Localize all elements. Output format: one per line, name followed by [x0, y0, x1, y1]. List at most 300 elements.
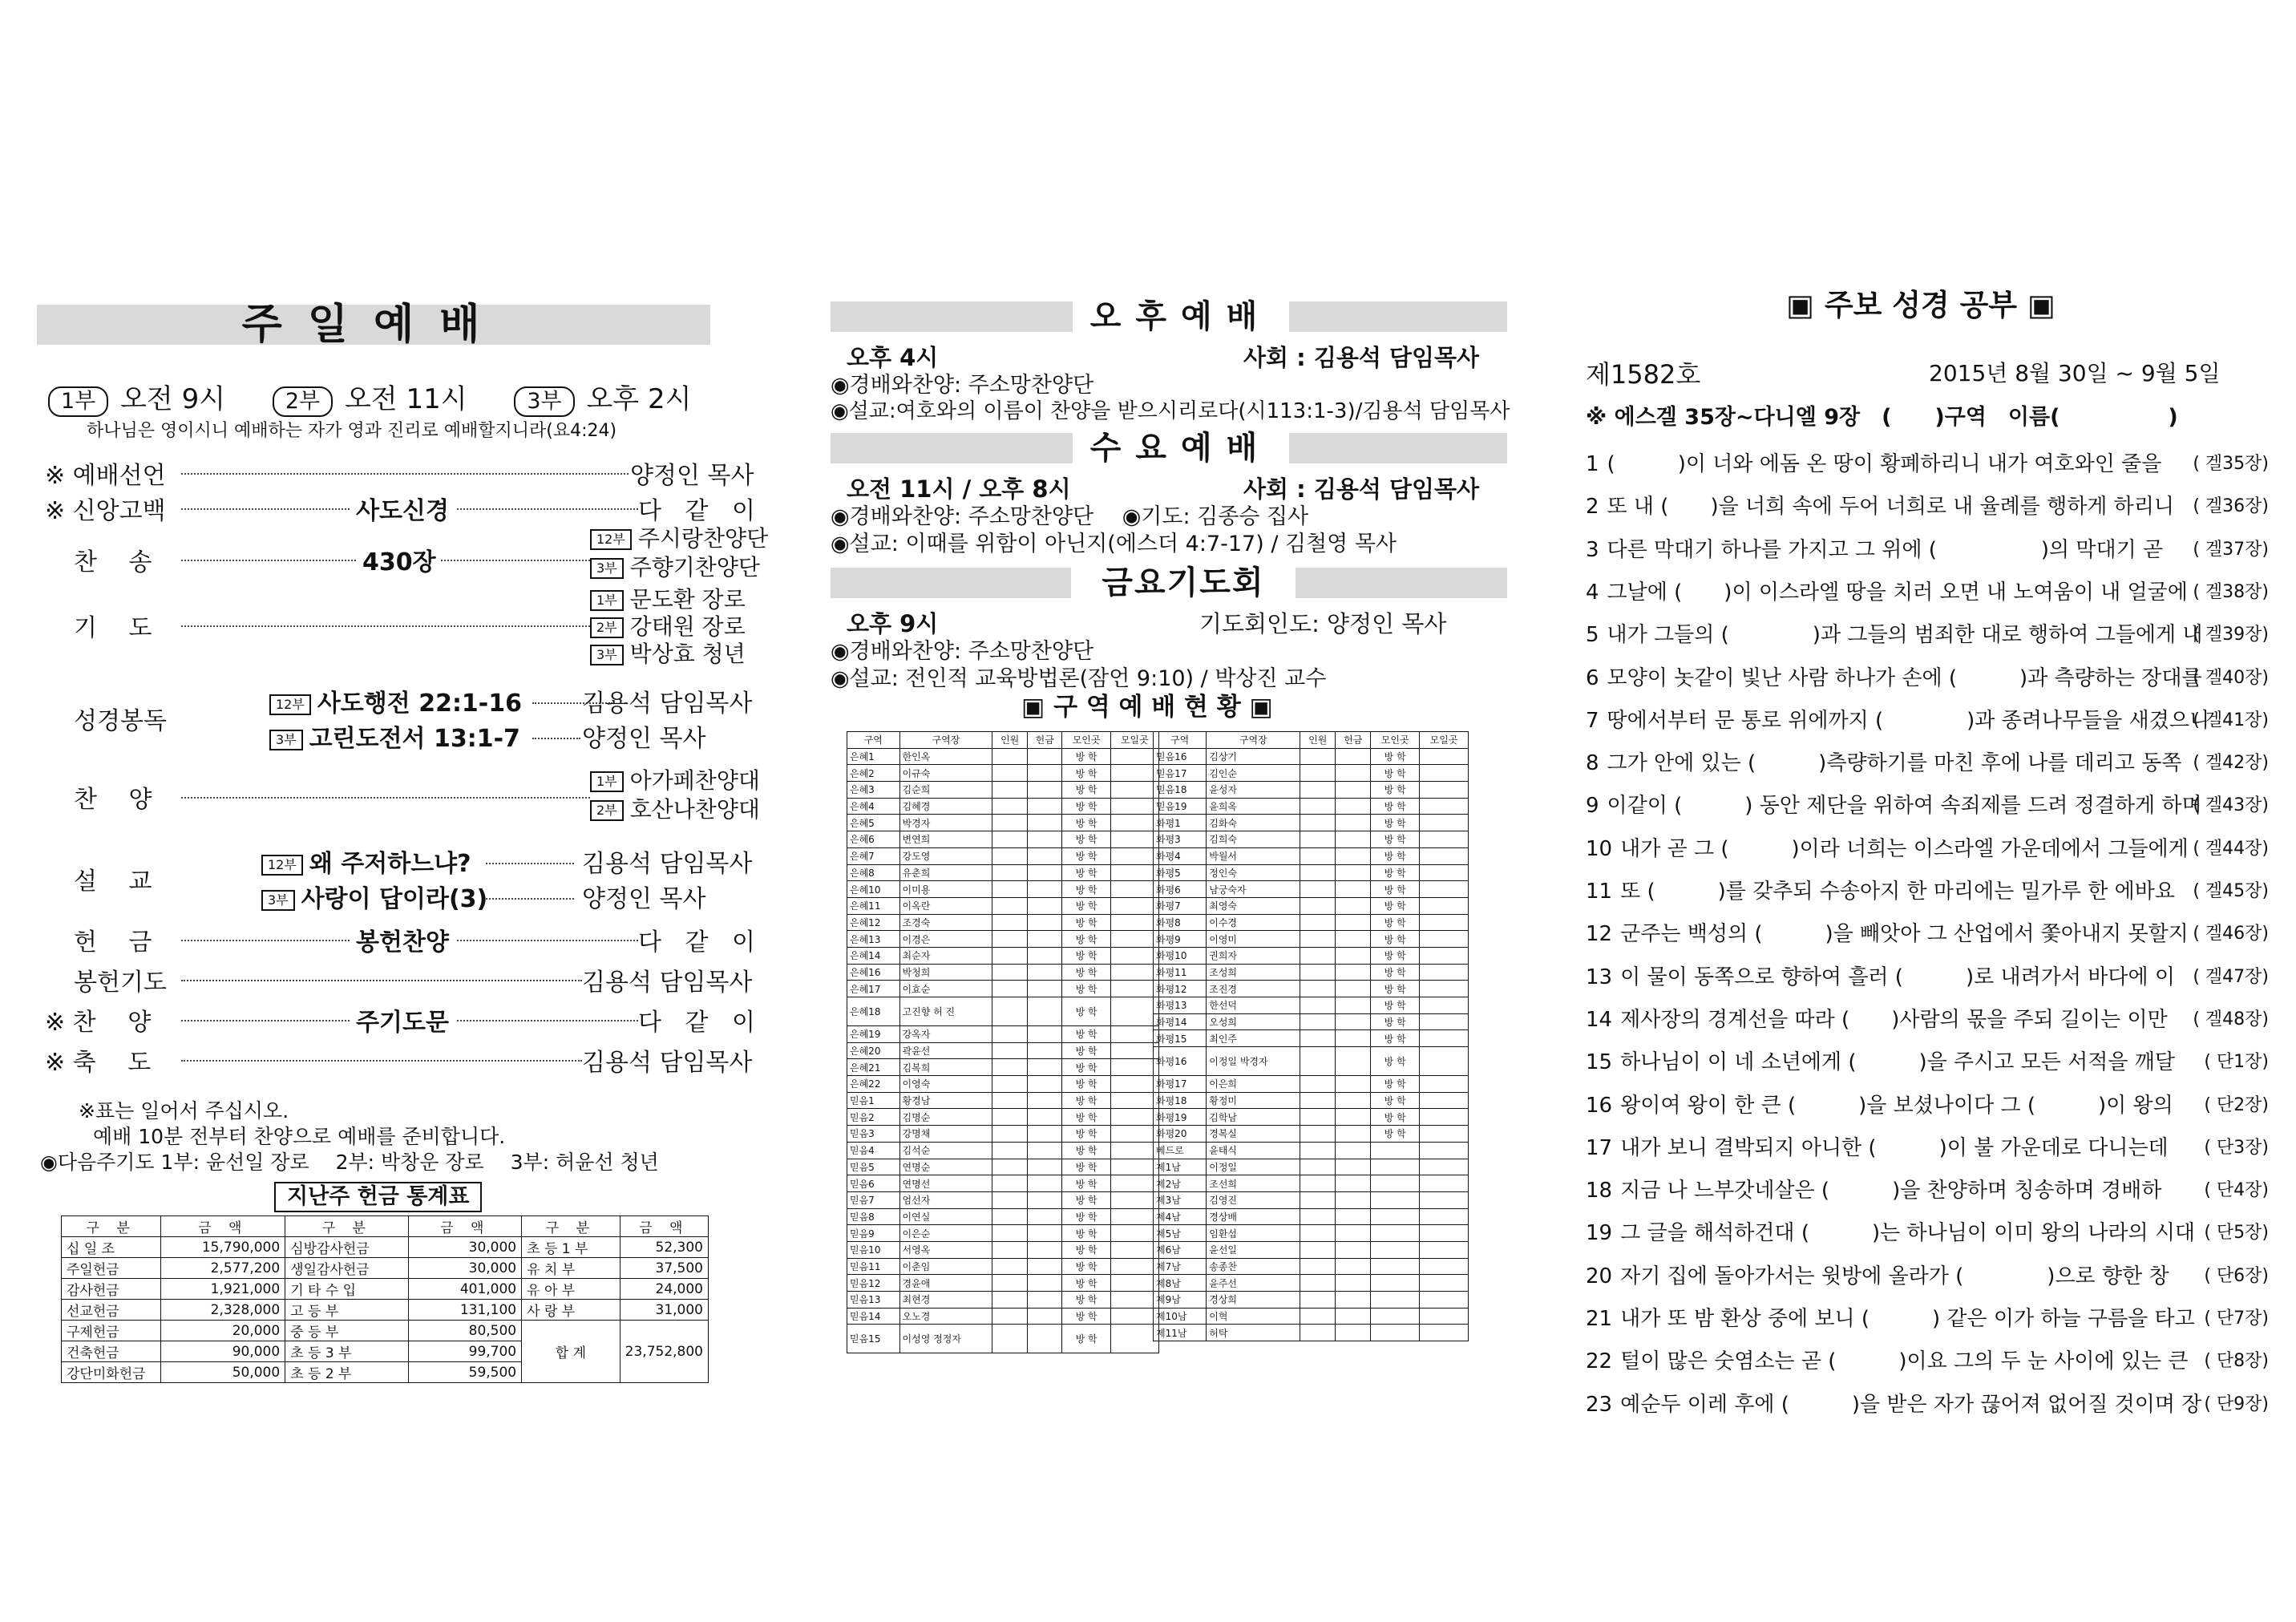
- district-cell: [1027, 1142, 1062, 1159]
- district-cell: 황정미: [1207, 1092, 1300, 1109]
- wednesday-leader: 사회 : 김용석 담임목사: [1243, 475, 1480, 503]
- study-item-number: 11: [1586, 880, 1613, 904]
- district-cell: [1336, 914, 1371, 931]
- district-cell: [1110, 765, 1158, 782]
- study-item-text: 털이 많은 숫염소는 곧 ( )이요 그의 두 눈 사이에 있는 큰: [1620, 1349, 2189, 1374]
- district-cell: [1110, 981, 1158, 997]
- district-cell: 제10남: [1154, 1308, 1207, 1325]
- district-cell: [1300, 1241, 1336, 1258]
- district-cell: 최현경: [899, 1292, 992, 1309]
- district-cell: [1300, 1308, 1336, 1325]
- district-row: [1154, 1047, 1469, 1076]
- district-cell: 은혜11: [847, 897, 900, 914]
- district-cell: 은혜2: [847, 765, 900, 782]
- study-item: [1586, 1216, 2269, 1246]
- stats-header: 구 분: [522, 1216, 620, 1237]
- district-row: [847, 798, 1159, 815]
- district-cell: [992, 765, 1028, 782]
- district-cell: 방 학: [1062, 1308, 1110, 1325]
- district-cell: 허탁: [1207, 1325, 1300, 1341]
- district-cell: [1110, 1292, 1158, 1309]
- district-cell: 은혜20: [847, 1042, 900, 1059]
- district-row: [1154, 1142, 1469, 1159]
- district-row: [847, 1092, 1159, 1109]
- stats-row: 건축헌금 90,000 초 등 3 부 99,700: [62, 1341, 709, 1362]
- district-cell: [1336, 897, 1371, 914]
- district-cell: 방 학: [1062, 1275, 1110, 1292]
- district-cell: [1420, 1191, 1469, 1208]
- study-item-text: 땅에서부터 문 통로 위에까지 ( )과 종려나무들을 새겼으니: [1607, 708, 2210, 733]
- district-cell: [1420, 1030, 1469, 1047]
- district-cell: [1110, 947, 1158, 964]
- district-cell: 김혜경: [899, 798, 992, 815]
- district-cell: 방 학: [1062, 765, 1110, 782]
- district-cell: 방 학: [1062, 1076, 1110, 1093]
- district-cell: 한선덕: [1207, 997, 1300, 1014]
- district-cell: 방 학: [1062, 1092, 1110, 1109]
- district-cell: 화평6: [1154, 881, 1207, 898]
- hymn-choir-1: 12부 주시랑찬양단: [590, 521, 768, 553]
- district-cell: [992, 1142, 1028, 1159]
- district-row: [847, 1275, 1159, 1292]
- district-cell: [1027, 1076, 1062, 1093]
- stats-header: 금 액: [620, 1216, 708, 1237]
- district-cell: 믿음15: [847, 1325, 900, 1353]
- afternoon-title-bar: [831, 298, 1507, 335]
- district-cell: 믿음10: [847, 1241, 900, 1258]
- district-cell: [1371, 1308, 1420, 1325]
- district-cell: 방 학: [1062, 1241, 1110, 1258]
- district-cell: [992, 748, 1028, 765]
- sermon-label: 설 교: [74, 868, 152, 896]
- district-cell: 화평19: [1154, 1109, 1207, 1126]
- district-cell: [1336, 1292, 1371, 1309]
- district-cell: [1110, 1109, 1158, 1126]
- district-cell: [1027, 1042, 1062, 1059]
- district-row: [1154, 1275, 1469, 1292]
- district-cell: 믿음14: [847, 1308, 900, 1325]
- study-item-ref: ( 겔44장): [2193, 838, 2269, 859]
- district-cell: 은혜18: [847, 997, 900, 1026]
- district-cell: [1300, 1325, 1336, 1341]
- district-cell: [1371, 1325, 1420, 1341]
- district-cell: 한인옥: [899, 748, 992, 765]
- district-row: [1154, 815, 1469, 831]
- district-cell: [1420, 1292, 1469, 1309]
- study-item-ref: ( 단7장): [2204, 1309, 2269, 1329]
- district-cell: 은혜16: [847, 964, 900, 981]
- district-cell: 방 학: [1062, 881, 1110, 898]
- district-cell: [992, 947, 1028, 964]
- district-row: [1154, 931, 1469, 948]
- district-cell: 방 학: [1062, 1208, 1110, 1225]
- district-cell: 박경자: [899, 815, 992, 831]
- district-cell: [1110, 997, 1158, 1026]
- study-item-text: 하나님이 이 네 소년에게 ( )을 주시고 모든 서적을 깨달: [1620, 1050, 2175, 1075]
- district-cell: 조경숙: [899, 914, 992, 931]
- district-cell: 최순자: [899, 947, 992, 964]
- blessing-label: ※ 축 도: [45, 1049, 152, 1077]
- district-row: [847, 1258, 1159, 1275]
- district-cell: 이정일 박경자: [1207, 1047, 1300, 1076]
- district-cell: [1110, 1042, 1158, 1059]
- district-cell: [1300, 1191, 1336, 1208]
- stats-row: 주일헌금 2,577,200 생일감사헌금 30,000 유 치 부 37,500: [62, 1258, 709, 1279]
- study-item: [1586, 917, 2269, 947]
- district-row: [847, 765, 1159, 782]
- district-row: [1154, 1013, 1469, 1030]
- district-cell: [1300, 1208, 1336, 1225]
- district-cell: 방 학: [1062, 1175, 1110, 1192]
- district-cell: 이성영 정정자: [899, 1325, 992, 1353]
- stats-row: 십 일 조 15,790,000 심방감사헌금 30,000 초 등 1 부 52,300: [62, 1237, 709, 1258]
- district-cell: 믿음8: [847, 1208, 900, 1225]
- study-range: ※ 에스겔 35장~다니엘 9장 ( )구역 이름( ): [1586, 405, 2178, 430]
- district-cell: [1371, 1175, 1420, 1192]
- district-cell: 이경은: [899, 931, 992, 948]
- district-header: 구역장: [899, 732, 992, 749]
- district-cell: [1110, 1159, 1158, 1175]
- district-cell: [1420, 1109, 1469, 1126]
- study-item-text: 그가 안에 있는 ( )측량하기를 마친 후에 나를 데리고 동쪽: [1607, 751, 2182, 776]
- stats-header: 금 액: [409, 1216, 522, 1237]
- study-item-text: 이 물이 동쪽으로 향하여 흘러 ( )로 내려가서 바다에 이: [1620, 965, 2175, 989]
- district-row: [1154, 1191, 1469, 1208]
- district-cell: 정인숙: [1207, 864, 1300, 881]
- district-cell: [1300, 1258, 1336, 1275]
- district-cell: [1110, 864, 1158, 881]
- district-cell: 방 학: [1062, 1258, 1110, 1275]
- reading-label: 성경봉독: [74, 707, 167, 735]
- district-cell: [1420, 881, 1469, 898]
- district-cell: 방 학: [1371, 765, 1420, 782]
- study-item-ref: ( 단5장): [2204, 1223, 2269, 1244]
- note-stand: ※표는 일어서 주십시오.: [79, 1099, 289, 1122]
- district-cell: 방 학: [1062, 1042, 1110, 1059]
- district-title: ▣ 구 역 예 배 현 황 ▣: [1021, 693, 1273, 722]
- district-cell: [1420, 831, 1469, 848]
- district-cell: [1371, 1159, 1420, 1175]
- district-header: 인원: [1300, 732, 1336, 749]
- district-cell: 방 학: [1062, 847, 1110, 864]
- blessing-leader: 김용석 담임목사: [582, 1049, 753, 1077]
- study-item-number: 19: [1586, 1221, 1613, 1246]
- creed-title: 사도신경: [350, 491, 455, 526]
- praise-label: ※ 찬 양: [45, 1009, 152, 1037]
- district-cell: [992, 782, 1028, 799]
- district-cell: 은혜10: [847, 881, 900, 898]
- district-cell: [1110, 1258, 1158, 1275]
- district-cell: [1336, 1047, 1371, 1076]
- district-cell: 이영미: [1207, 931, 1300, 948]
- district-cell: 믿음13: [847, 1292, 900, 1309]
- district-cell: [1300, 1109, 1336, 1126]
- district-row: [847, 1175, 1159, 1192]
- district-row: [1154, 748, 1469, 765]
- prayer-2: 2부 강태원 장로: [590, 609, 746, 641]
- district-row: [847, 981, 1159, 997]
- district-cell: 이효순: [899, 981, 992, 997]
- district-cell: [1300, 1076, 1336, 1093]
- district-cell: [1420, 1308, 1469, 1325]
- district-cell: 방 학: [1062, 1292, 1110, 1309]
- district-cell: [1420, 931, 1469, 948]
- hymn-number: 430장: [358, 542, 441, 577]
- wednesday-time: 오전 11시 / 오후 8시: [847, 475, 1071, 503]
- district-cell: [1027, 798, 1062, 815]
- district-cell: [1110, 1208, 1158, 1225]
- district-cell: [1300, 981, 1336, 997]
- district-row: [847, 748, 1159, 765]
- district-cell: 이연실: [899, 1208, 992, 1225]
- district-cell: 유춘희: [899, 864, 992, 881]
- district-cell: 은혜4: [847, 798, 900, 815]
- district-cell: [1300, 1175, 1336, 1192]
- district-cell: [1420, 947, 1469, 964]
- district-cell: 방 학: [1371, 914, 1420, 931]
- district-cell: 방 학: [1371, 1126, 1420, 1143]
- study-item-text: 왕이여 왕이 한 큰 ( )을 보셨나이다 그 ( )이 왕의: [1620, 1093, 2173, 1118]
- district-cell: [1420, 864, 1469, 881]
- study-title: ▣ 주보 성경 공부 ▣: [1786, 288, 2055, 322]
- service-2-time: 오전 11시: [344, 383, 467, 415]
- district-cell: 서영옥: [899, 1241, 992, 1258]
- district-cell: 방 학: [1371, 748, 1420, 765]
- district-cell: 은혜5: [847, 815, 900, 831]
- district-row: [1154, 1225, 1469, 1242]
- friday-title-bar: [831, 564, 1507, 601]
- study-item-text: 모양이 놋같이 빛난 사람 하나가 손에 ( )과 측량하는 장대를: [1607, 665, 2202, 690]
- wednesday-line-2: ◉설교: 이때를 위함이 아닌지(에스더 4:7-17) / 김철영 목사: [831, 532, 1397, 556]
- wednesday-title: 수요예배: [1073, 431, 1289, 466]
- district-row: [1154, 897, 1469, 914]
- district-cell: 화평8: [1154, 914, 1207, 931]
- district-cell: 조진경: [1207, 981, 1300, 997]
- study-item-number: 10: [1586, 836, 1613, 861]
- stats-row: 강단미화헌금 50,000 초 등 2 부 59,500: [62, 1362, 709, 1383]
- district-cell: [1371, 1258, 1420, 1275]
- prayer-3: 3부 박상효 청년: [590, 637, 746, 669]
- prayer-1: 1부 문도환 장로: [590, 582, 746, 614]
- district-row: [847, 1076, 1159, 1093]
- study-item-number: 4: [1586, 580, 1599, 605]
- study-item-ref: ( 단6장): [2204, 1265, 2269, 1286]
- district-row: [847, 864, 1159, 881]
- district-cell: [1420, 1047, 1469, 1076]
- friday-leader: 기도회인도: 양정인 목사: [1199, 610, 1447, 637]
- district-cell: 방 학: [1371, 964, 1420, 981]
- district-row: [1154, 1159, 1469, 1175]
- study-item: [1586, 746, 2269, 776]
- district-cell: 이정일: [1207, 1159, 1300, 1175]
- district-cell: 경상희: [1207, 1292, 1300, 1309]
- district-cell: [1300, 997, 1336, 1014]
- district-cell: [1027, 931, 1062, 948]
- district-cell: [1027, 1059, 1062, 1076]
- district-header: 모일곳: [1420, 732, 1469, 749]
- district-cell: 믿음1: [847, 1092, 900, 1109]
- district-cell: 믿음16: [1154, 748, 1207, 765]
- district-row: [1154, 1126, 1469, 1143]
- district-cell: [992, 897, 1028, 914]
- district-cell: 방 학: [1371, 815, 1420, 831]
- study-item-ref: ( 단2장): [2204, 1094, 2269, 1115]
- study-item-number: 21: [1586, 1307, 1613, 1331]
- district-cell: 고진향 허 진: [899, 997, 992, 1026]
- district-cell: 방 학: [1371, 997, 1420, 1014]
- district-row: [847, 1292, 1159, 1309]
- study-item: [1586, 875, 2269, 904]
- district-cell: 이미용: [899, 881, 992, 898]
- district-cell: [992, 831, 1028, 848]
- district-cell: [1300, 1292, 1336, 1309]
- district-cell: [1110, 1275, 1158, 1292]
- study-item-text: 내가 또 밤 환상 중에 보니 ( ) 같은 이가 하늘 구름을 타고: [1620, 1307, 2195, 1331]
- district-cell: 이영숙: [899, 1076, 992, 1093]
- district-cell: [1371, 1208, 1420, 1225]
- district-cell: [992, 914, 1028, 931]
- district-row: [1154, 1109, 1469, 1126]
- district-cell: 송종찬: [1207, 1258, 1300, 1275]
- district-cell: [1027, 1325, 1062, 1353]
- district-cell: [1110, 897, 1158, 914]
- offering-stats-title: 지난주 헌금 통계표: [274, 1182, 482, 1212]
- study-item-ref: ( 겔36장): [2193, 496, 2269, 517]
- district-row: [847, 931, 1159, 948]
- district-cell: 화평17: [1154, 1076, 1207, 1093]
- study-item-number: 6: [1586, 665, 1599, 690]
- district-cell: [1110, 831, 1158, 848]
- study-item-text: 이같이 ( ) 동안 제단을 위하여 속죄제를 드려 정결하게 하며: [1607, 794, 2202, 819]
- reading-1-reader: 김용석 담임목사: [582, 690, 753, 718]
- friday-line-2: ◉설교: 전인적 교육방법론(잠언 9:10) / 박상진 교수: [831, 666, 1327, 691]
- district-cell: [1027, 1292, 1062, 1309]
- district-cell: 방 학: [1062, 864, 1110, 881]
- district-cell: 방 학: [1371, 947, 1420, 964]
- district-cell: 믿음3: [847, 1126, 900, 1143]
- district-cell: 김희숙: [1207, 831, 1300, 848]
- district-cell: [1110, 931, 1158, 948]
- study-item-ref: ( 겔41장): [2193, 710, 2269, 730]
- district-cell: [992, 881, 1028, 898]
- district-cell: 윤성자: [1207, 782, 1300, 799]
- district-cell: [1027, 782, 1062, 799]
- offering-prayer-label: 봉헌기도: [74, 969, 167, 997]
- district-cell: [1300, 864, 1336, 881]
- district-cell: 방 학: [1371, 881, 1420, 898]
- district-row: [1154, 914, 1469, 931]
- study-item-ref: ( 겔42장): [2193, 753, 2269, 774]
- district-cell: 오노경: [899, 1308, 992, 1325]
- district-cell: [992, 1241, 1028, 1258]
- stats-row: 구제헌금 20,000 중 등 부 80,500 합 계 23,752,800: [62, 1321, 709, 1341]
- district-cell: 믿음4: [847, 1142, 900, 1159]
- district-cell: 은혜22: [847, 1076, 900, 1093]
- district-cell: 방 학: [1371, 1013, 1420, 1030]
- study-item-number: 8: [1586, 751, 1599, 776]
- district-row: [847, 1241, 1159, 1258]
- district-cell: 화평20: [1154, 1126, 1207, 1143]
- study-item: [1586, 1388, 2269, 1418]
- district-cell: [1300, 1092, 1336, 1109]
- district-cell: 방 학: [1062, 1159, 1110, 1175]
- district-cell: [992, 1109, 1028, 1126]
- district-cell: [992, 1126, 1028, 1143]
- study-item-text: 내가 보니 결박되지 아니한 ( )이 불 가운데로 다니는데: [1620, 1135, 2169, 1160]
- district-cell: 방 학: [1062, 1142, 1110, 1159]
- district-cell: 경상배: [1207, 1208, 1300, 1225]
- district-cell: 경복실: [1207, 1126, 1300, 1143]
- district-cell: [1110, 798, 1158, 815]
- district-cell: [1300, 1030, 1336, 1047]
- district-cell: [1336, 1142, 1371, 1159]
- district-row: [847, 947, 1159, 964]
- district-cell: [1336, 981, 1371, 997]
- district-cell: 김순희: [899, 782, 992, 799]
- study-item-number: 3: [1586, 537, 1599, 562]
- district-cell: [1336, 1076, 1371, 1093]
- offering-prayer-leader: 김용석 담임목사: [582, 969, 753, 997]
- district-cell: [1420, 1092, 1469, 1109]
- district-cell: [1420, 914, 1469, 931]
- study-item-ref: ( 단8장): [2204, 1351, 2269, 1372]
- study-item-number: 14: [1586, 1007, 1613, 1032]
- district-cell: 믿음12: [847, 1275, 900, 1292]
- district-row: [847, 1026, 1159, 1043]
- district-cell: 방 학: [1062, 1109, 1110, 1126]
- district-cell: [1027, 864, 1062, 881]
- study-item: [1586, 1089, 2269, 1118]
- district-cell: [1027, 1191, 1062, 1208]
- note-next-prayer: ◉다음주기도 1부: 윤선일 장로 2부: 박창운 장로 3부: 허윤선 청년: [40, 1151, 659, 1174]
- district-cell: 화평7: [1154, 897, 1207, 914]
- district-cell: [1110, 1175, 1158, 1192]
- study-item-ref: ( 단9장): [2204, 1393, 2269, 1414]
- study-item-number: 13: [1586, 965, 1613, 989]
- district-cell: 방 학: [1371, 981, 1420, 997]
- district-cell: [992, 1258, 1028, 1275]
- district-cell: [1336, 1109, 1371, 1126]
- study-item-number: 23: [1586, 1392, 1613, 1417]
- district-cell: 방 학: [1371, 1030, 1420, 1047]
- prayer-label: 기 도: [74, 614, 152, 642]
- district-cell: [1420, 897, 1469, 914]
- district-cell: [1420, 1208, 1469, 1225]
- district-cell: [1336, 1241, 1371, 1258]
- sermon-1-preacher: 김용석 담임목사: [582, 850, 753, 878]
- district-cell: [1027, 1275, 1062, 1292]
- district-cell: 방 학: [1371, 782, 1420, 799]
- district-cell: [1110, 1308, 1158, 1325]
- study-item-number: 12: [1586, 922, 1613, 947]
- district-cell: [1027, 847, 1062, 864]
- district-cell: 방 학: [1062, 798, 1110, 815]
- district-cell: [1300, 782, 1336, 799]
- district-cell: [1336, 815, 1371, 831]
- district-cell: 화평15: [1154, 1030, 1207, 1047]
- district-cell: 은혜6: [847, 831, 900, 848]
- district-header: 모인곳: [1062, 732, 1110, 749]
- district-cell: 방 학: [1062, 964, 1110, 981]
- issue-dates: 2015년 8월 30일 ~ 9월 5일: [1929, 360, 2221, 386]
- district-cell: 변연희: [899, 831, 992, 848]
- district-cell: 강도영: [899, 847, 992, 864]
- district-cell: 화평3: [1154, 831, 1207, 848]
- study-item-ref: ( 단1장): [2204, 1052, 2269, 1073]
- district-cell: [1336, 1159, 1371, 1175]
- study-item-ref: ( 겔38장): [2193, 581, 2269, 602]
- district-cell: 은혜19: [847, 1026, 900, 1043]
